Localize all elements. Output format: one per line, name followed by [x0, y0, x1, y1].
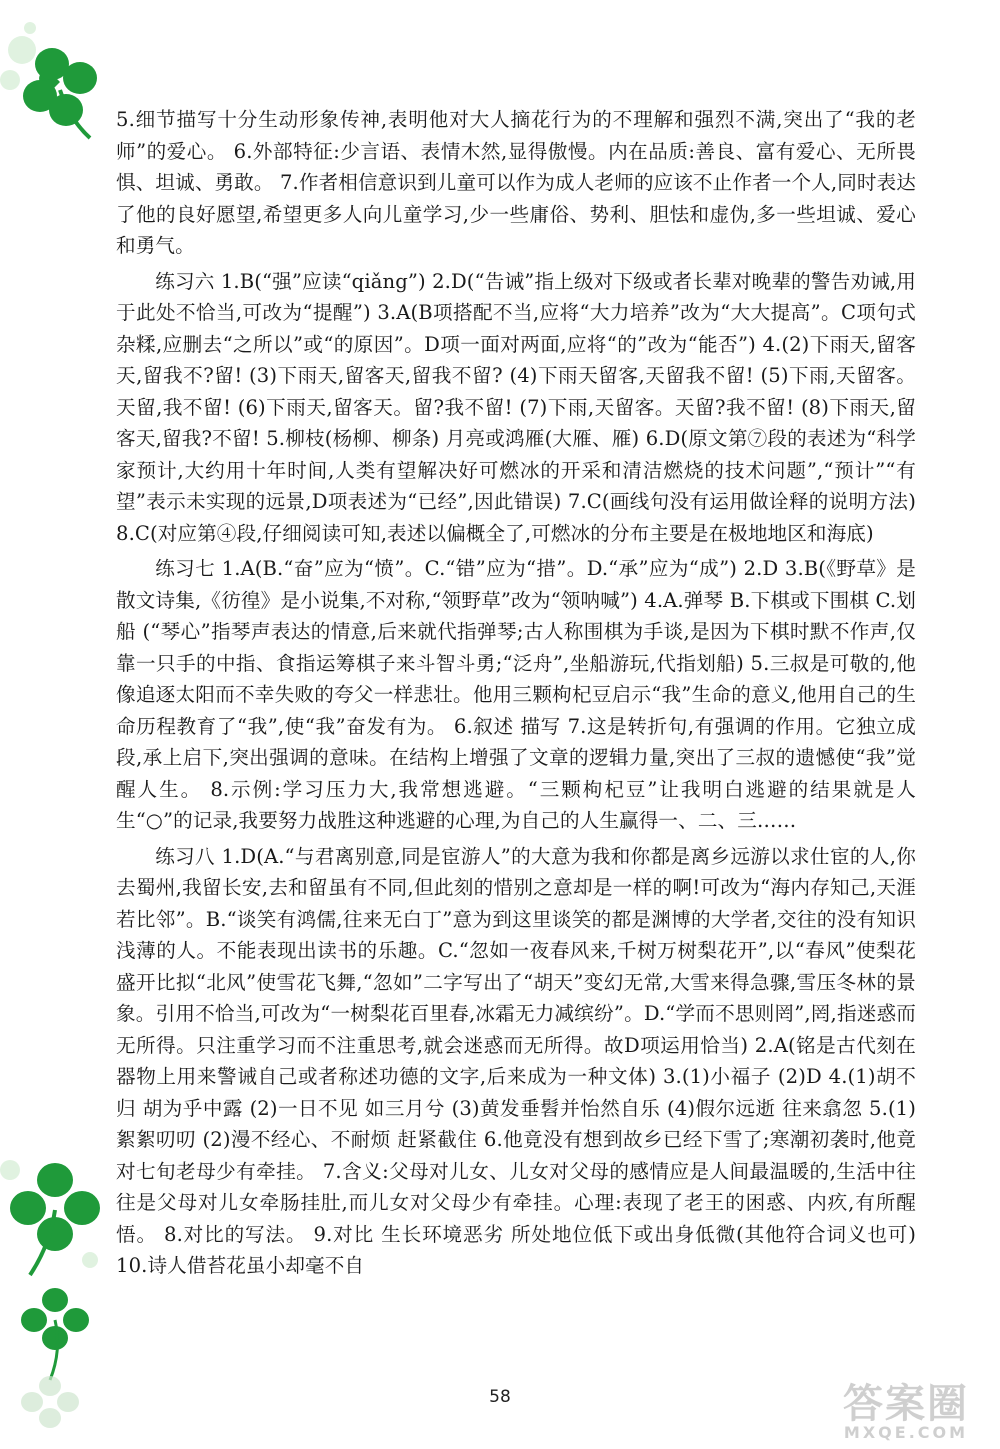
- watermark-logo-text: 答案圈: [843, 1381, 969, 1427]
- answer-paragraph-exercise-6: 练习六 1.B(“强”应读“qiǎng”) 2.D(“告诫”指上级对下级或者长辈对晚辈的警告劝诫,用于此处不恰当,可改为“提醒”) 3.A(B项搭配不当,应将“大力培养”改为“大大提高”。C项句式杂糅,应删去“之所以”或“的原因”。D项一面对两面,应将“的”改为“能否”) 4.(2)下雨天,留客天,留我不?留! (3)下雨天,留客天,留我不留? (4)下雨天留客,天留我不留! (5)下雨,天留客。天留,我不留! (6)下雨天,留客天。留?我不留! (7)下雨,天留客。天留?我不留! (8)下雨天,留客天,留我?不留! 5.柳枝(杨柳、柳条) 月亮或鸿雁(大雁、雁) 6.D(原文第⑦段的表述为“科学家预计,大约用十年时间,人类有望解决好可燃冰的开采和清洁燃烧的技术问题”,“预计”“有望”表示未实现的远景,D项表述为“已经”,因此错误) 7.C(画线句没有运用做诠释的说明方法) 8.C(对应第④段,仔细阅读可知,表述以偏概全了,可燃冰的分布主要是在极地地区和海底): [116, 269, 916, 545]
- answer-text-body: [116, 104, 916, 1282]
- page-number: 58: [489, 1387, 511, 1407]
- watermark-site: MXQE.COM: [843, 1423, 969, 1442]
- clover-decoration-bottom-left: [0, 1150, 110, 1280]
- watermark-logo: [826, 1383, 986, 1445]
- answer-paragraph-exercise-8: 练习八 1.D(A.“与君离别意,同是宦游人”的大意为我和你都是离乡远游以求仕宦的人,你去蜀州,我留长安,去和留虽有不同,但此刻的惜别之意却是一样的啊!可改为“海内存知己,天涯若比邻”。B.“谈笑有鸿儒,往来无白丁”意为到这里谈笑的都是渊博的大学者,交往的没有知识浅薄的人。不能表现出读书的乐趣。C.“忽如一夜春风来,千树万树梨花开”,以“春风”使梨花盛开比拟“北风”使雪花飞舞,“忽如”二字写出了“胡天”变幻无常,大雪来得急骤,雪压冬林的景象。引用不恰当,可改为“一树梨花百里春,冰霜无力减缤纷”。D.“学而不思则罔”,罔,指迷惑而无所得。只注重学习而不注重思考,就会迷惑而无所得。故D项运用恰当) 2.A(铭是古代刻在器物上用来警诫自己或者称述功德的文字,后来成为一种文体) 3.(1)小福子 (2)D 4.(1)胡不归 胡为乎中露 (2)一日不见 如三月兮 (3)黄发垂髫并怡然自乐 (4)假尔远逝 往来翕忽 5.(1)絮絮叨叨 (2)漫不经心、不耐烦 赶紧截住 6.他竟没有想到故乡已经下雪了;寒潮初袭时,他竟对七旬老母少有牵挂。 7.含义:父母对儿女、儿女对父母的感情应是人间最温暖的,生活中往往是父母对儿女牵肠挂肚,而儿女对父母少有牵挂。心理:表现了老王的困惑、内疚,有所醒悟。 8.对比的写法。 9.对比 生长环境恶劣 所处地位低下或出身低微(其他符合词义也可) 10.诗人借苔花虽小却毫不自: [116, 844, 916, 1277]
- clover-decoration-top: [0, 20, 120, 150]
- answer-paragraph-continuation: 5.细节描写十分生动形象传神,表明他对大人摘花行为的不理解和强烈不满,突出了“我的老师”的爱心。 6.外部特征:少言语、表情木然,显得傲慢。内在品质:善良、富有爱心、无所畏惧、坦诚、勇敢。 7.作者相信意识到儿童可以作为成人老师的应该不止作者一个人,同时表达了他的良好愿望,希望更多人向儿童学习,少一些庸俗、势利、胆怯和虚伪,多一些坦诚、爱心和勇气。: [116, 108, 916, 257]
- answer-paragraph-exercise-7: 练习七 1.A(B.“奋”应为“愤”。C.“错”应为“措”。D.“承”应为“成”) 2.D 3.B(《野草》是散文诗集,《彷徨》是小说集,不对称,“领野草”改为“领呐喊”) 4.A.弹琴 B.下棋或下围棋 C.划船 (“琴心”指琴声表达的情意,后来就代指弹琴;古人称围棋为手谈,是因为下棋时默不作声,仅靠一只手的中指、食指运筹棋子来斗智斗勇;“泛舟”,坐船游玩,代指划船) 5.三叔是可敬的,他像追逐太阳而不幸失败的夸父一样悲壮。他用三颗枸杞豆启示“我”生命的意义,他用自己的生命历程教育了“我”,使“我”奋发有为。 6.叙述 描写 7.这是转折句,有强调的作用。它独立成段,承上启下,突出强调的意味。在结构上增强了文章的逻辑力量,突出了三叔的遗憾使“我”觉醒人生。 8.示例:学习压力大,我常想逃避。“三颗枸杞豆”让我明白逃避的结果就是人生“○”的记录,我要努力战胜这种逃避的心理,为自己的人生赢得一、二、三……: [116, 557, 916, 832]
